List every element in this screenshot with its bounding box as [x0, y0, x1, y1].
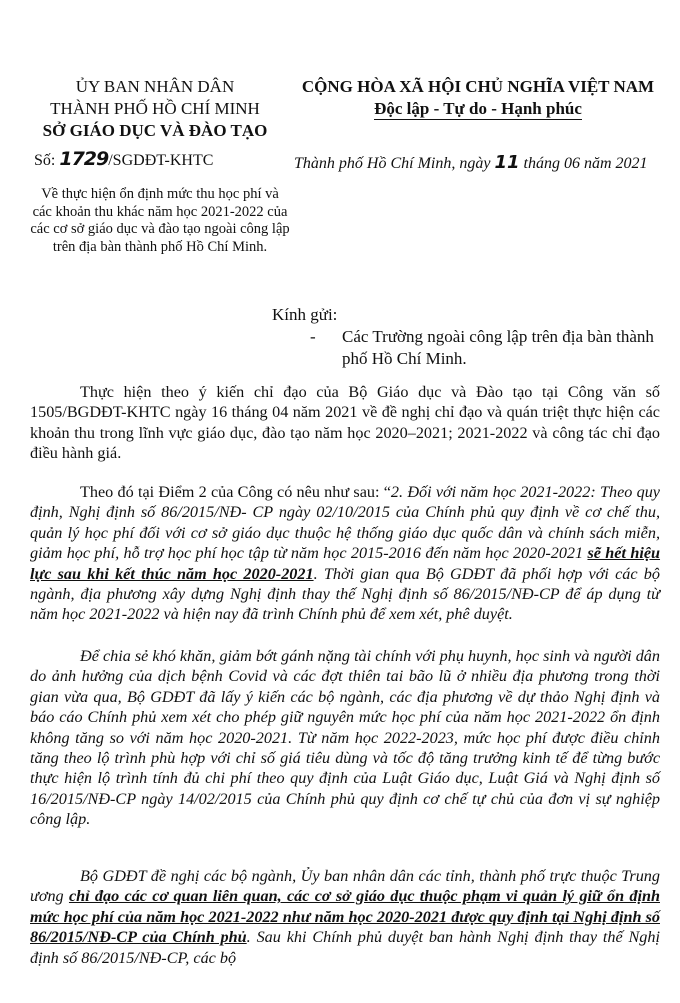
national-header [276, 76, 680, 120]
date-suffix: tháng 06 năm 2021 [523, 155, 648, 172]
paragraph-3 [30, 646, 660, 830]
document-number [34, 148, 213, 170]
motto: Độc lập - Tự do - Hạnh phúc [374, 99, 582, 118]
p2-bold: sẽ hết hiệu lực sau khi kết thúc năm học 2020-2021 [30, 544, 661, 583]
paragraph-1-text: Thực hiện theo ý kiến chỉ đạo của Bộ Giáo dục và Đào tạo tại Công văn số 1505/BGDĐT-KHTC ngày 16 tháng 04 năm 2021 về đề nghị chỉ đạo và quán triệt thực hiện các khoản thu trong lĩnh vực giáo dục, đào tạo năm học 2020–2021; 2021-2022 và công tác chỉ đạo điều hành giá. [30, 383, 660, 463]
p2-italic-1: 2. Đối với năm học 2021-2022: Theo quy định, Nghị định số 86/2015/NĐ- CP ngày 02/10/2015 của Chính phủ quy định về cơ chế thu, quản lý học phí đối với cơ sở giáo dục thuộc hệ thống giáo dục quốc dân và chính sách miễn, giảm học phí, hỗ trợ học phí học tập từ năm học 2015-2016 đến năm học 2020-2021 [30, 483, 660, 563]
p2-lead: Theo đó tại Điểm 2 của Công có nêu như sau: “ [80, 483, 391, 501]
paragraph-3-text: Để chia sẻ khó khăn, giảm bớt gánh nặng tài chính với phụ huynh, học sinh và người dân do ảnh hưởng của dịch bệnh Covid và các đợt thiên tai bão lũ ở nhiều địa phương trong thời gian vừa qua, Bộ GDĐT đã lấy ý kiến các bộ ngành, các địa phương về dự thảo Nghị định và báo cáo Chính phủ xem xét cho phép giữ nguyên mức học phí của năm học 2021-2022 ổn định không tăng so với năm học 2020-2021. Từ năm học 2022-2023, mức học phí được điều chỉnh tăng theo lộ trình phù hợp với chỉ số giá tiêu dùng và tốc độ tăng trưởng kinh tế để từng bước thực hiện lộ trình tính đủ chi phí theo quy định của Luật Giáo dục, Luật Giá và Nghị định số 16/2015/NĐ-CP ngày 14/02/2015 của Chính phủ quy định cơ chế tự chủ của đơn vị sự nghiệp công lập. [30, 647, 660, 829]
agency-line-2: THÀNH PHỐ HỒ CHÍ MINH [50, 99, 260, 118]
p2-italic-2: . Thời gian qua Bộ GDĐT đã phối hợp với các bộ ngành, địa phương xây dựng Nghị định thay thế Nghị định số 86/2015/NĐ-CP để áp dụng từ năm học 2021-2022 và hiện nay đã trình Chính phủ để xem xét, phê duyệt. [30, 564, 660, 624]
number-handwritten: 1729 [59, 148, 109, 170]
salutation: Kính gửi: [272, 305, 338, 324]
issuing-agency [0, 76, 310, 142]
recipient-list [310, 326, 670, 370]
paragraph-1 [30, 382, 660, 464]
paragraph-4 [30, 866, 660, 968]
recipient-dash: - [310, 327, 316, 346]
issue-date [294, 152, 648, 173]
motto-line [276, 98, 680, 120]
p4-bold: chỉ đạo các cơ quan liên quan, các cơ sở giáo dục thuộc phạm vi quản lý giữ ổn định mức học phí của năm học 2021-2022 như năm học 2020-2021 được quy định tại Nghị định số 86/2015/NĐ-CP của Chính phủ [30, 887, 660, 947]
date-prefix: Thành phố Hồ Chí Minh, ngày [294, 155, 491, 172]
date-day: 11 [494, 152, 520, 173]
agency-line-1: ỦY BAN NHÂN DÂN [75, 77, 235, 96]
number-suffix: /SGDĐT-KHTC [108, 152, 214, 169]
p4-tail: . Sau khi Chính phủ duyệt ban hành Nghị định thay thế Nghị định số 86/2015/NĐ-CP, các bộ [30, 928, 660, 967]
p4-lead: Bộ GDĐT đề nghị các bộ ngành, Ủy ban nhân dân các tỉnh, thành phố trực thuộc Trung ương [30, 867, 660, 906]
country-name: CỘNG HÒA XÃ HỘI CHỦ NGHĨA VIỆT NAM [301, 77, 655, 96]
number-prefix: Số: [34, 152, 56, 169]
document-subject: Về thực hiện ổn định mức thu học phí và các khoản thu khác năm học 2021-2022 của các cơ sở giáo dục và đào tạo ngoài công lập trên địa bàn thành phố Hồ Chí Minh. [30, 186, 290, 255]
paragraph-2 [30, 482, 660, 625]
recipient-line: Các Trường ngoài công lập trên địa bàn thành phố Hồ Chí Minh. [342, 327, 654, 368]
agency-line-3: SỞ GIÁO DỤC VÀ ĐÀO TẠO [42, 121, 268, 140]
